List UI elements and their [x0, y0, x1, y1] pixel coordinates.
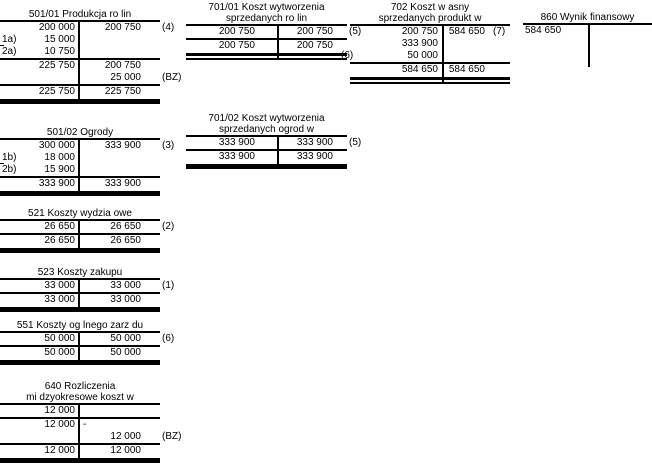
account-title: sprzedanych produkt w — [378, 13, 482, 24]
ledger-row — [186, 40, 347, 52]
closing-bar — [0, 307, 160, 312]
posting-ref-right: (BZ) — [162, 72, 182, 83]
debit-amount: 300 000 — [38, 140, 75, 151]
debit-amount: 26 650 — [44, 235, 75, 246]
account-title: 701/01 Koszt wytworzenia — [208, 2, 325, 13]
account-title: 523 Koszty zakupu — [37, 267, 123, 278]
posting-ref-right: (7) — [493, 26, 506, 37]
debit-amount: 333 900 — [401, 38, 438, 49]
taccount-702 — [341, 2, 510, 84]
posting-ref-left: 2b) — [2, 164, 17, 175]
ledger-row — [0, 60, 160, 72]
credit-amount: 33 000 — [110, 294, 141, 305]
taccount-551 — [0, 320, 175, 365]
debit-amount: 50 000 — [407, 50, 438, 61]
bar-line — [186, 53, 347, 56]
credit-amount: 333 900 — [104, 178, 141, 189]
debit-amount: 333 900 — [218, 137, 255, 148]
closing-double-bar — [350, 77, 510, 84]
taccount-523 — [0, 267, 175, 312]
debit-amount: 26 650 — [44, 221, 75, 232]
credit-amount: - — [83, 419, 87, 430]
credit-amount: 333 900 — [104, 140, 141, 151]
ledger-row — [350, 26, 510, 38]
debit-amount: 15 000 — [44, 34, 75, 45]
ledger-row — [0, 34, 160, 46]
ledger-row — [0, 72, 182, 84]
ledger-row — [0, 405, 160, 417]
closing-bar — [0, 458, 160, 463]
ledger-row — [186, 26, 362, 38]
t-divider — [78, 22, 80, 104]
taccount-701-02 — [186, 113, 362, 169]
account-rows — [523, 25, 652, 37]
debit-amount: 33 000 — [44, 294, 75, 305]
debit-amount: 12 000 — [44, 445, 75, 456]
debit-amount: 200 750 — [218, 26, 255, 37]
ledger-row — [0, 86, 160, 98]
posting-ref-left: 1b) — [2, 152, 17, 163]
account-title: sprzedanych ogrod w — [218, 124, 315, 135]
ledger-row — [186, 137, 362, 149]
debit-amount: 50 000 — [44, 333, 75, 344]
account-rows — [186, 137, 362, 169]
taccount-860 — [523, 12, 652, 37]
ledger-row — [0, 431, 182, 443]
account-rows — [0, 221, 175, 253]
credit-amount: 50 000 — [110, 333, 141, 344]
ledger-row — [0, 347, 160, 359]
ledger-row — [0, 333, 175, 345]
account-title: 702 Koszt w asny — [390, 2, 470, 13]
taccount-640 — [0, 381, 182, 463]
taccount-521 — [0, 208, 175, 253]
bar-line — [186, 58, 347, 60]
account-title: mi dzyokresowe koszt w — [26, 392, 134, 403]
ledger-row — [186, 151, 347, 163]
posting-ref-right: (5) — [349, 137, 362, 148]
account-rows — [0, 280, 175, 312]
account-rows — [0, 333, 175, 365]
debit-amount: 15 900 — [44, 164, 75, 175]
bar-line — [350, 82, 510, 84]
debit-amount: 50 000 — [44, 347, 75, 358]
ledger-row — [0, 46, 160, 58]
t-divider — [78, 333, 80, 365]
t-divider — [78, 405, 80, 463]
t-divider — [78, 140, 80, 196]
t-divider — [277, 26, 279, 60]
closing-bar — [0, 360, 160, 365]
ledger-row — [350, 38, 510, 50]
credit-amount: 200 750 — [296, 26, 333, 37]
debit-amount: 12 000 — [44, 405, 75, 416]
posting-ref-right: (4) — [162, 22, 175, 33]
credit-amount: 584 650 — [448, 64, 485, 75]
t-divider — [277, 137, 279, 169]
ledger-row — [0, 152, 160, 164]
debit-amount: 584 650 — [401, 64, 438, 75]
debit-amount: 10 750 — [44, 46, 75, 57]
debit-amount: 18 000 — [44, 152, 75, 163]
taccount-501-01 — [0, 9, 182, 104]
account-rows — [341, 26, 510, 84]
credit-amount: 12 000 — [110, 445, 141, 456]
credit-amount: 333 900 — [296, 137, 333, 148]
account-title: 701/02 Koszt wytworzenia — [208, 113, 325, 124]
debit-amount: 200 750 — [401, 26, 438, 37]
ledger-row — [0, 164, 160, 176]
ledger-row — [0, 445, 160, 457]
posting-ref-right: (BZ) — [162, 431, 182, 442]
ledger-row — [0, 419, 160, 431]
bar-line — [350, 77, 510, 80]
credit-amount: 333 900 — [296, 151, 333, 162]
ledger-row — [0, 22, 175, 34]
credit-amount: 26 650 — [110, 235, 141, 246]
account-title: 551 Koszty og lnego zarz du — [16, 320, 144, 331]
account-title: 521 Koszty wydzia owe — [28, 208, 132, 219]
account-rows — [0, 405, 182, 463]
closing-double-bar — [186, 53, 347, 60]
account-title: 501/01 Produkcja ro lin — [28, 9, 132, 20]
t-divider — [442, 26, 444, 84]
closing-bar — [0, 99, 160, 104]
debit-amount: 12 000 — [44, 419, 75, 430]
debit-amount: 200 750 — [218, 40, 255, 51]
ledger-row — [341, 50, 510, 62]
debit-amount: 33 000 — [44, 280, 75, 291]
closing-bar — [186, 164, 347, 169]
credit-amount: 584 650 — [448, 26, 485, 37]
posting-ref-right: (5) — [349, 26, 362, 37]
debit-amount: 225 750 — [38, 60, 75, 71]
credit-amount: 25 000 — [110, 72, 141, 83]
account-rows — [186, 26, 362, 60]
credit-amount: 26 650 — [110, 221, 141, 232]
posting-ref-left: 2a) — [2, 46, 17, 57]
credit-amount: 200 750 — [296, 40, 333, 51]
posting-ref-left: 1a) — [2, 34, 17, 45]
credit-amount: 50 000 — [110, 347, 141, 358]
closing-bar — [0, 248, 160, 253]
credit-amount: 12 000 — [110, 431, 141, 442]
posting-ref-left: (6) — [341, 50, 354, 61]
t-divider — [78, 280, 80, 312]
account-rows — [0, 22, 182, 104]
closing-bar — [0, 191, 160, 196]
taccount-701-01 — [186, 2, 362, 60]
account-title: sprzedanych ro lin — [225, 13, 308, 24]
account-title: 860 Wynik finansowy — [540, 12, 635, 23]
account-title: 640 Rozliczenia — [44, 381, 116, 392]
posting-ref-right: (2) — [162, 221, 175, 232]
ledger-row — [350, 64, 510, 76]
account-title: 501/02 Ogrody — [46, 127, 114, 138]
debit-amount: 584 650 — [525, 25, 562, 36]
credit-amount: 225 750 — [104, 86, 141, 97]
ledger-row — [0, 178, 160, 190]
ledger-row — [0, 221, 175, 233]
account-rows — [0, 140, 175, 196]
posting-ref-right: (3) — [162, 140, 175, 151]
debit-amount: 200 000 — [38, 22, 75, 33]
ledger-row — [0, 294, 160, 306]
ledger-row — [0, 140, 175, 152]
debit-amount: 225 750 — [38, 86, 75, 97]
posting-ref-right: (1) — [162, 280, 175, 291]
posting-ref-right: (6) — [162, 333, 175, 344]
debit-amount: 333 900 — [38, 178, 75, 189]
credit-amount: 200 750 — [104, 22, 141, 33]
ledger-row — [0, 280, 175, 292]
credit-amount: 200 750 — [104, 60, 141, 71]
credit-amount: 33 000 — [110, 280, 141, 291]
taccount-501-02 — [0, 127, 175, 196]
t-divider — [588, 25, 590, 67]
t-divider — [78, 221, 80, 253]
ledger-row — [0, 235, 160, 247]
debit-amount: 333 900 — [218, 151, 255, 162]
